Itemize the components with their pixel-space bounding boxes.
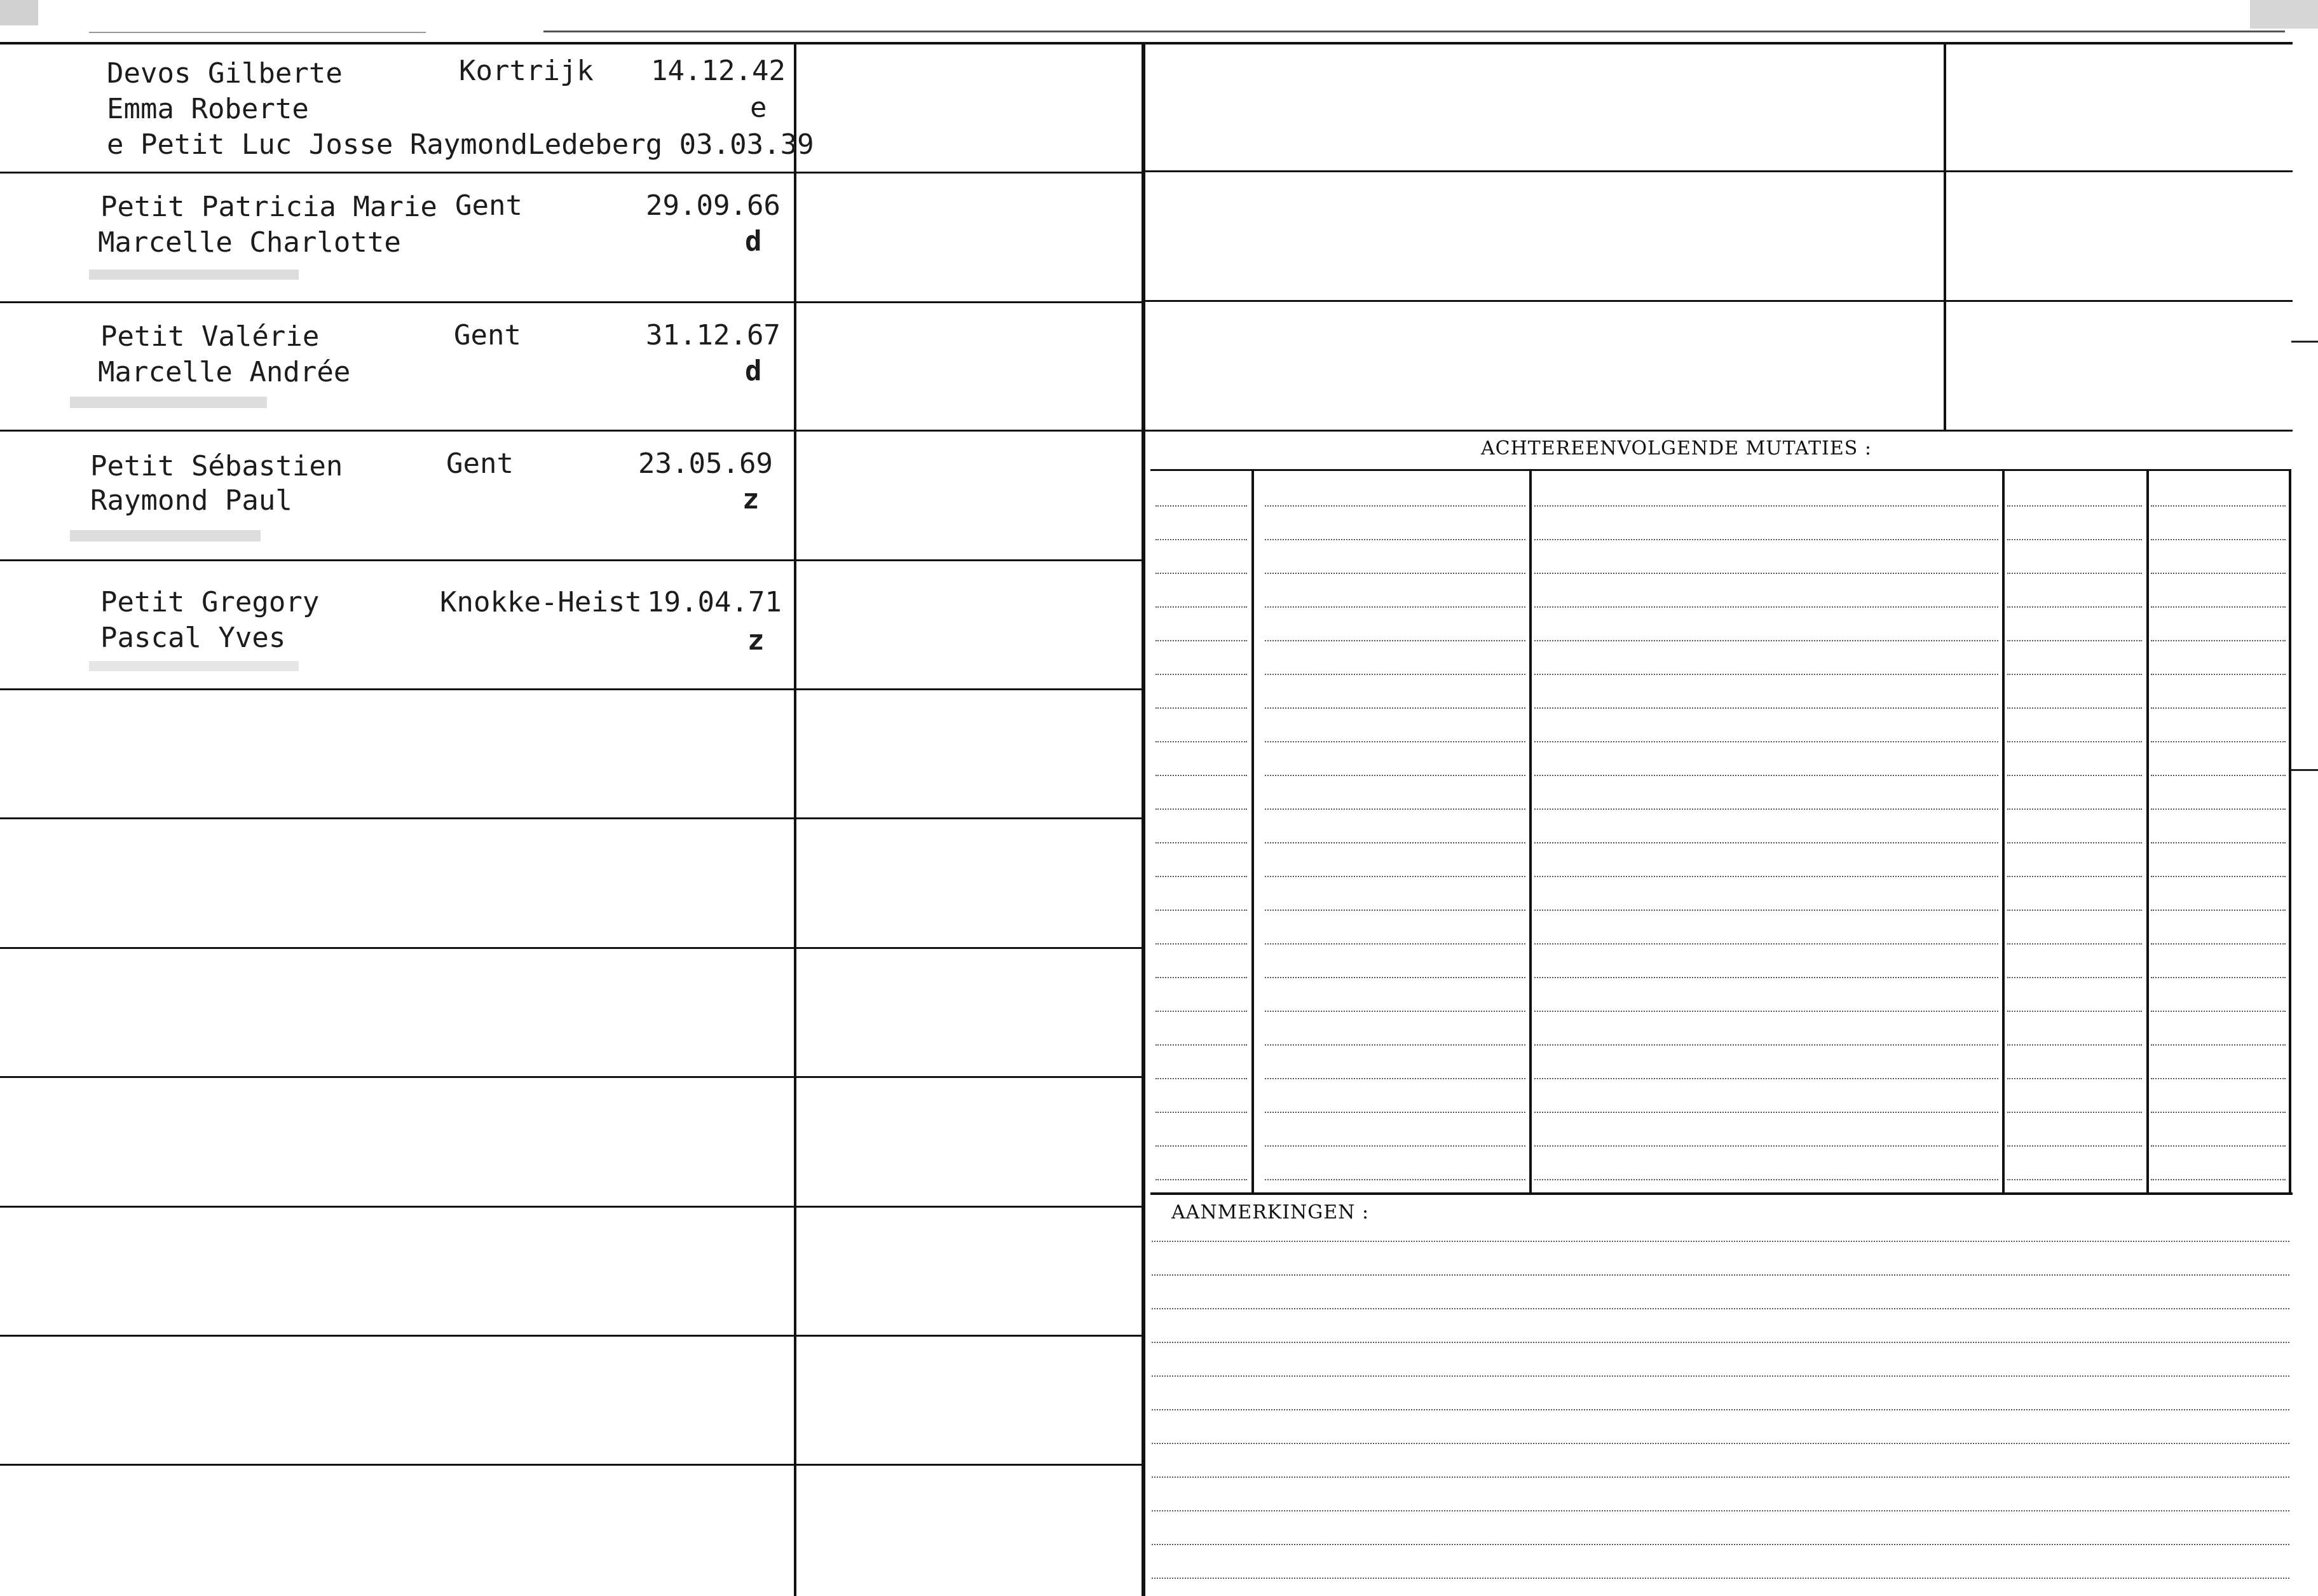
row-separator <box>0 301 1144 303</box>
person-birthdate: 14.12.42 <box>651 55 786 87</box>
row-separator <box>0 1464 1144 1466</box>
mutations-ruled-line <box>1534 606 1998 608</box>
mutations-ruled-line <box>1265 977 1525 978</box>
column-separator <box>794 42 796 1596</box>
mutations-ruled-line <box>2007 842 2142 843</box>
mutations-ruled-line <box>1265 640 1525 641</box>
mutations-ruled-line <box>1156 741 1247 742</box>
mutations-ruled-line <box>1265 1179 1525 1180</box>
mutations-ruled-line <box>1265 539 1525 540</box>
remarks-ruled-line <box>1152 1578 2289 1579</box>
mutations-ruled-line <box>1156 539 1247 540</box>
mutations-ruled-line <box>1156 1078 1247 1079</box>
mutations-ruled-line <box>2007 1112 2142 1113</box>
ink-smudge <box>70 530 261 542</box>
person-name-line: Devos Gilberte <box>107 57 343 90</box>
mutations-ruled-line <box>2151 606 2286 608</box>
row-separator <box>1145 300 2293 302</box>
mutations-ruled-line <box>2007 674 2142 675</box>
mutations-ruled-line <box>1265 707 1525 709</box>
scan-speckle <box>0 0 38 25</box>
mutations-ruled-line <box>2151 505 2286 507</box>
mutations-ruled-line <box>1534 1078 1998 1079</box>
person-birthdate: 23.05.69 <box>638 447 773 480</box>
mutations-col <box>1251 470 1254 1192</box>
mutations-col <box>2289 469 2291 1194</box>
mutations-ruled-line <box>1534 674 1998 675</box>
person-name-line: Raymond Paul <box>90 484 292 517</box>
person-name-line: Marcelle Andrée <box>98 356 351 388</box>
row-separator <box>0 559 1144 561</box>
mutations-ruled-line <box>2151 977 2286 978</box>
mutations-ruled-line <box>2151 1112 2286 1113</box>
mutations-ruled-line <box>1265 606 1525 608</box>
mutations-ruled-line <box>1534 876 1998 877</box>
person-name-line: Emma Roberte <box>107 93 309 125</box>
mutations-ruled-line <box>2151 842 2286 843</box>
mutations-bottom-border <box>1150 1192 2293 1195</box>
remarks-ruled-line <box>1152 1342 2289 1343</box>
mutations-ruled-line <box>1156 1179 1247 1180</box>
row-separator <box>0 430 1144 432</box>
person-code: d <box>745 355 762 387</box>
mutations-col <box>1529 470 1532 1192</box>
mutations-ruled-line <box>1265 674 1525 675</box>
mutations-ruled-line <box>2151 707 2286 709</box>
mutations-ruled-line <box>2151 1179 2286 1180</box>
person-code: d <box>745 225 762 257</box>
mutations-ruled-line <box>1534 505 1998 507</box>
mutations-ruled-line <box>1156 977 1247 978</box>
mutations-ruled-line <box>2007 876 2142 877</box>
mutations-ruled-line <box>1534 707 1998 709</box>
top-scan-line <box>89 32 426 33</box>
remarks-ruled-line <box>1152 1308 2289 1309</box>
person-birthdate: 29.09.66 <box>646 189 781 222</box>
row-separator <box>0 172 1144 174</box>
mutations-ruled-line <box>1534 1179 1998 1180</box>
mutations-ruled-line <box>2007 1145 2142 1147</box>
mutations-ruled-line <box>1156 1044 1247 1046</box>
mutations-ruled-line <box>2151 539 2286 540</box>
mutations-ruled-line <box>1265 842 1525 843</box>
person-birthplace: Gent <box>455 189 522 222</box>
remarks-ruled-line <box>1152 1375 2289 1377</box>
mutations-ruled-line <box>2151 1145 2286 1147</box>
person-code: z <box>747 624 765 657</box>
mutations-ruled-line <box>2007 606 2142 608</box>
row-separator <box>0 817 1144 819</box>
person-name-line: Petit Gregory <box>100 586 320 618</box>
person-name-line: Petit Patricia Marie <box>100 191 437 223</box>
column-separator <box>1142 42 1145 1596</box>
remarks-header: AANMERKINGEN : <box>1171 1201 1370 1224</box>
mutations-ruled-line <box>2007 1078 2142 1079</box>
mutations-ruled-line <box>2007 808 2142 810</box>
remarks-ruled-line <box>1152 1241 2289 1242</box>
mutations-ruled-line <box>1265 1145 1525 1147</box>
top-border <box>0 42 1144 44</box>
mutations-ruled-line <box>2151 876 2286 877</box>
margin-tick <box>2291 769 2318 771</box>
mutations-ruled-line <box>2007 741 2142 742</box>
mutations-ruled-line <box>2151 910 2286 911</box>
mutations-ruled-line <box>1265 741 1525 742</box>
mutations-ruled-line <box>2151 573 2286 574</box>
mutations-ruled-line <box>1156 1145 1247 1147</box>
person-name-line: Marcelle Charlotte <box>98 226 401 259</box>
mutations-ruled-line <box>2007 1044 2142 1046</box>
mutations-ruled-line <box>1265 1044 1525 1046</box>
mutations-ruled-line <box>1156 842 1247 843</box>
person-birthplace: Knokke-Heist <box>440 586 642 618</box>
mutations-ruled-line <box>1156 876 1247 877</box>
mutations-ruled-line <box>1265 943 1525 945</box>
mutations-ruled-line <box>2007 775 2142 776</box>
mutations-ruled-line <box>1534 910 1998 911</box>
person-birthplace: Kortrijk <box>459 55 594 87</box>
mutations-ruled-line <box>1156 606 1247 608</box>
mutations-ruled-line <box>1156 1112 1247 1113</box>
mutations-ruled-line <box>1156 910 1247 911</box>
row-separator <box>1145 42 2293 44</box>
person-birthdate: 31.12.67 <box>646 319 781 351</box>
row-separator <box>1145 430 2293 432</box>
mutations-ruled-line <box>2151 1044 2286 1046</box>
mutations-ruled-line <box>1265 876 1525 877</box>
mutations-top-border <box>1150 469 2291 471</box>
mutations-ruled-line <box>1534 808 1998 810</box>
mutations-ruled-line <box>2007 505 2142 507</box>
remarks-ruled-line <box>1152 1510 2289 1511</box>
remarks-ruled-line <box>1152 1274 2289 1276</box>
mutations-ruled-line <box>2151 775 2286 776</box>
mutations-ruled-line <box>1265 1112 1525 1113</box>
mutations-ruled-line <box>1265 1011 1525 1012</box>
mutations-col <box>2146 470 2149 1192</box>
mutations-ruled-line <box>1156 808 1247 810</box>
remarks-ruled-line <box>1152 1409 2289 1410</box>
person-name-line: Pascal Yves <box>100 622 286 654</box>
mutations-ruled-line <box>2151 1011 2286 1012</box>
person-spouse-line: e Petit Luc Josse RaymondLedeberg 03.03.39 <box>107 128 814 161</box>
mutations-ruled-line <box>2151 741 2286 742</box>
mutations-ruled-line <box>1534 977 1998 978</box>
mutations-ruled-line <box>2007 640 2142 641</box>
remarks-ruled-line <box>1152 1443 2289 1444</box>
mutations-col <box>2002 470 2005 1192</box>
top-scan-line <box>543 31 2285 32</box>
mutations-ruled-line <box>1156 674 1247 675</box>
mutations-ruled-line <box>1534 943 1998 945</box>
mutations-ruled-line <box>1265 808 1525 810</box>
mutations-ruled-line <box>1156 573 1247 574</box>
mutations-ruled-line <box>1534 775 1998 776</box>
mutations-ruled-line <box>1534 1011 1998 1012</box>
mutations-ruled-line <box>1534 842 1998 843</box>
margin-tick <box>2291 341 2318 343</box>
person-birthdate: 19.04.71 <box>647 586 782 618</box>
mutations-ruled-line <box>1265 505 1525 507</box>
mutations-ruled-line <box>2151 943 2286 945</box>
mutations-ruled-line <box>2007 1011 2142 1012</box>
mutations-ruled-line <box>1534 640 1998 641</box>
mutations-ruled-line <box>1156 775 1247 776</box>
person-name-line: Petit Valérie <box>100 320 320 353</box>
ink-smudge <box>89 269 299 280</box>
mutations-ruled-line <box>2151 1078 2286 1079</box>
mutations-ruled-line <box>1534 741 1998 742</box>
ink-smudge <box>70 397 267 408</box>
person-birthplace: Gent <box>454 319 521 351</box>
mutations-ruled-line <box>1534 539 1998 540</box>
mutations-ruled-line <box>2007 707 2142 709</box>
mutations-ruled-line <box>1156 943 1247 945</box>
mutations-ruled-line <box>2007 977 2142 978</box>
mutations-ruled-line <box>1156 1011 1247 1012</box>
row-separator <box>0 1335 1144 1337</box>
person-code: e <box>750 92 767 124</box>
mutations-ruled-line <box>1265 910 1525 911</box>
mutations-ruled-line <box>2007 573 2142 574</box>
mutations-ruled-line <box>2151 640 2286 641</box>
person-birthplace: Gent <box>446 447 514 480</box>
mutations-ruled-line <box>1534 573 1998 574</box>
mutations-ruled-line <box>2151 808 2286 810</box>
mutations-ruled-line <box>1265 1078 1525 1079</box>
mutations-ruled-line <box>1156 505 1247 507</box>
person-code: z <box>742 483 760 515</box>
scan-speckle <box>2250 0 2318 29</box>
row-separator <box>1145 170 2293 172</box>
row-separator <box>0 947 1144 949</box>
mutations-ruled-line <box>2007 910 2142 911</box>
mutations-ruled-line <box>2151 674 2286 675</box>
mutations-ruled-line <box>1534 1112 1998 1113</box>
mutations-ruled-line <box>1156 640 1247 641</box>
row-separator <box>0 1076 1144 1078</box>
row-separator <box>0 688 1144 690</box>
mutations-ruled-line <box>2007 943 2142 945</box>
mutations-header: ACHTEREENVOLGENDE MUTATIES : <box>1481 437 1872 460</box>
mutations-ruled-line <box>1534 1145 1998 1147</box>
remarks-ruled-line <box>1152 1544 2289 1545</box>
person-name-line: Petit Sébastien <box>90 450 343 482</box>
mutations-ruled-line <box>2007 1179 2142 1180</box>
remarks-ruled-line <box>1152 1477 2289 1478</box>
column-separator <box>1944 42 1946 430</box>
mutations-ruled-line <box>2007 539 2142 540</box>
mutations-ruled-line <box>1156 707 1247 709</box>
ink-smudge <box>89 661 299 671</box>
row-separator <box>0 1206 1144 1208</box>
mutations-ruled-line <box>1534 1044 1998 1046</box>
mutations-ruled-line <box>1265 775 1525 776</box>
mutations-ruled-line <box>1265 573 1525 574</box>
